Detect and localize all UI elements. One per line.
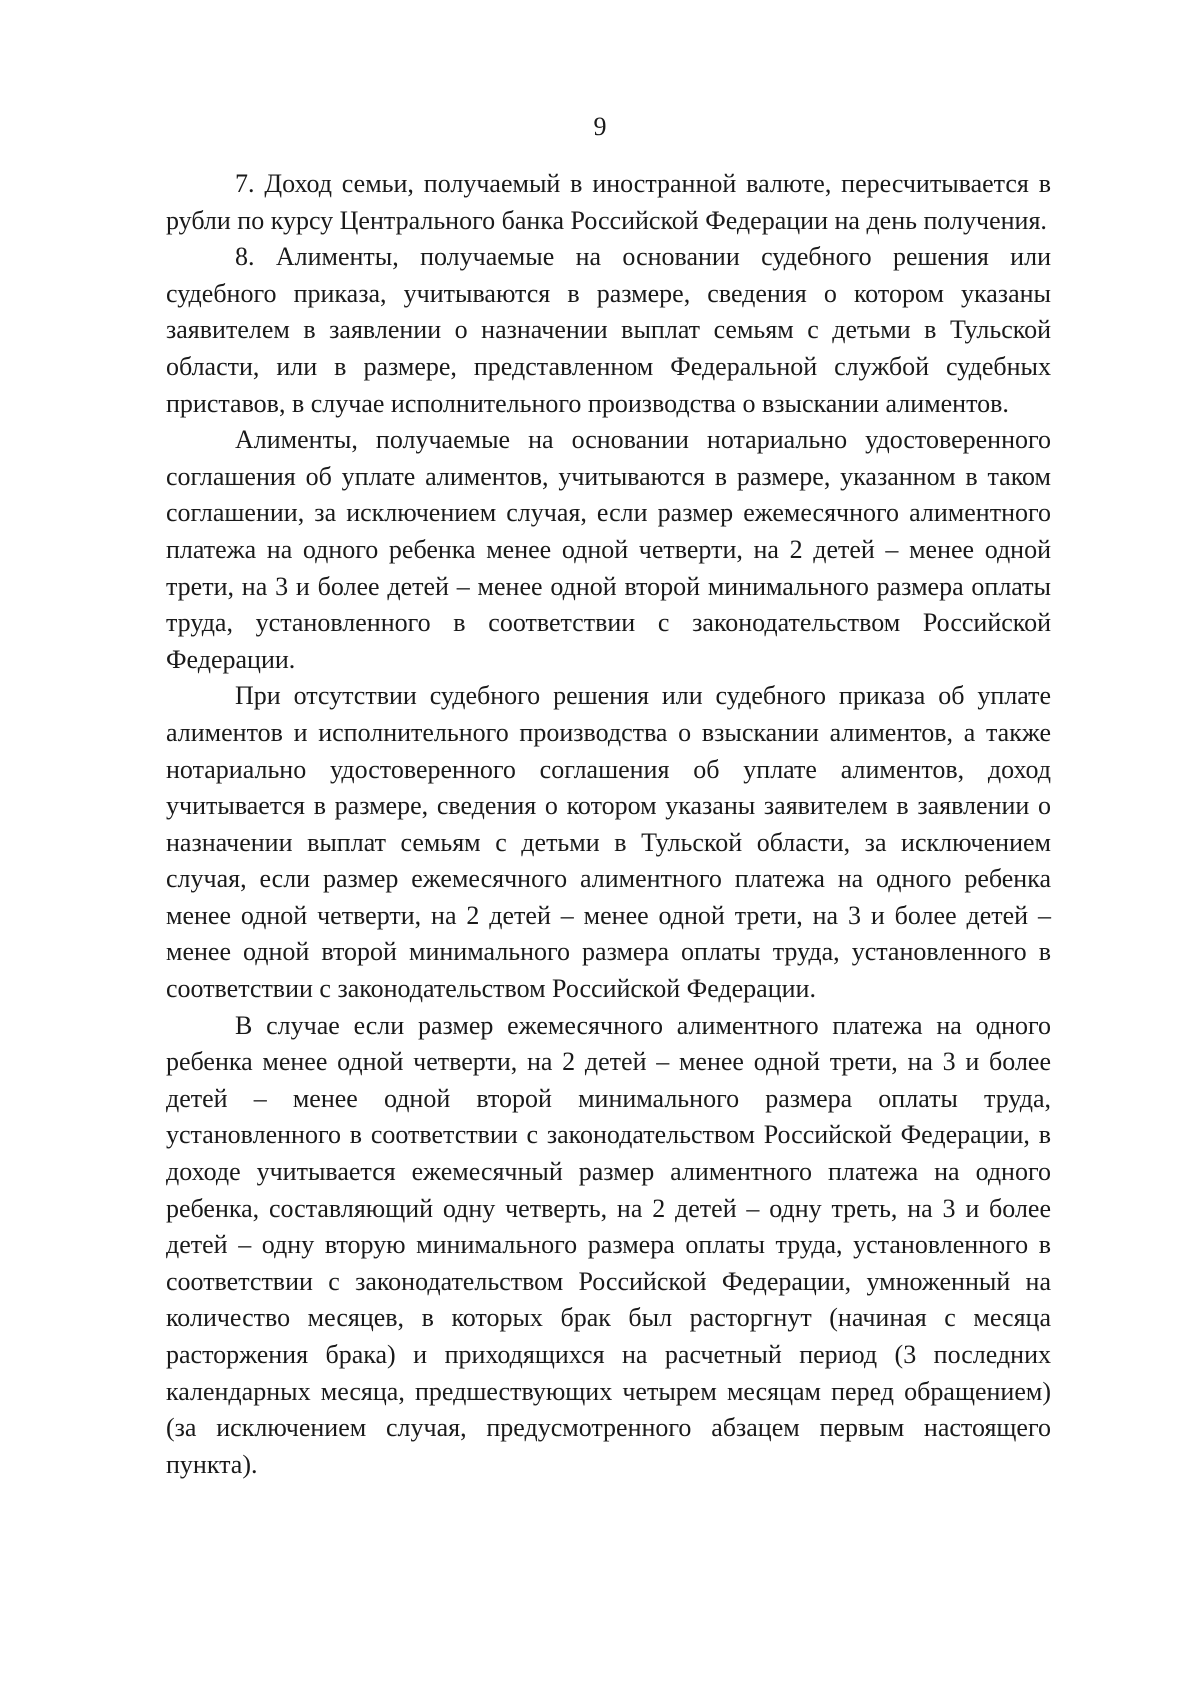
- paragraph-no-court-decision: При отсутствии судебного решения или судебного приказа об уплате алиментов и исполнительного производства о взыскании алиментов, а также нотариально удостоверенного соглашения об уплате алиментов, доход учитывается в размере, сведения о котором указаны заявителем в заявлении о назначении выплат семьям с детьми в Тульской области, за исключением случая, если размер ежемесячного алиментного платежа на одного ребенка менее одной четверти, на 2 детей – менее одной трети, на 3 и более детей – менее одной второй минимального размера оплаты труда, установленного в соответствии с законодательством Российской Федерации.: [166, 681, 1051, 1004]
- page-number: 9: [593, 112, 607, 141]
- paragraph-divorce-case: В случае если размер ежемесячного алиментного платежа на одного ребенка менее одной четверти, на 2 детей – менее одной трети, на 3 и более детей – менее одной второй минимального размера оплаты труда, установленного в соответствии с законодательством Российской Федерации, в доходе учитывается ежемесячный размер алиментного платежа на одного ребенка, составляющий одну четверть, на 2 детей – одну треть, на 3 и более детей – одну вторую минимального размера оплаты труда, установленного в соответствии с законодательством Российской Федерации, умноженный на количество месяцев, в которых брак был расторгнут (начиная с месяца расторжения брака) и приходящихся на расчетный период (3 последних календарных месяца, предшествующих четырем месяцам перед обращением) (за исключением случая, предусмотренного абзацем первым настоящего пункта).: [166, 1010, 1051, 1479]
- paragraph-item-7: 7. Доход семьи, получаемый в иностранной валюте, пересчитывается в рубли по курсу Центрального банка Российской Федерации на день получения.: [166, 169, 1051, 235]
- paragraph-notarial-alimony: Алименты, получаемые на основании нотариально удостоверенного соглашения об уплате алиментов, учитываются в размере, указанном в таком соглашении, за исключением случая, если размер ежемесячного алиментного платежа на одного ребенка менее одной четверти, на 2 детей – менее одной трети, на 3 и более детей – менее одной второй минимального размера оплаты труда, установленного в соответствии с законодательством Российской Федерации.: [166, 425, 1051, 674]
- paragraph-item-8: 8. Алименты, получаемые на основании судебного решения или судебного приказа, учитываются в размере, сведения о котором указаны заявителем в заявлении о назначении выплат семьям с детьми в Тульской области, или в размере, представленном Федеральной службой судебных приставов, в случае исполнительного производства о взыскании алиментов.: [166, 242, 1051, 418]
- document-body: [166, 166, 1051, 1483]
